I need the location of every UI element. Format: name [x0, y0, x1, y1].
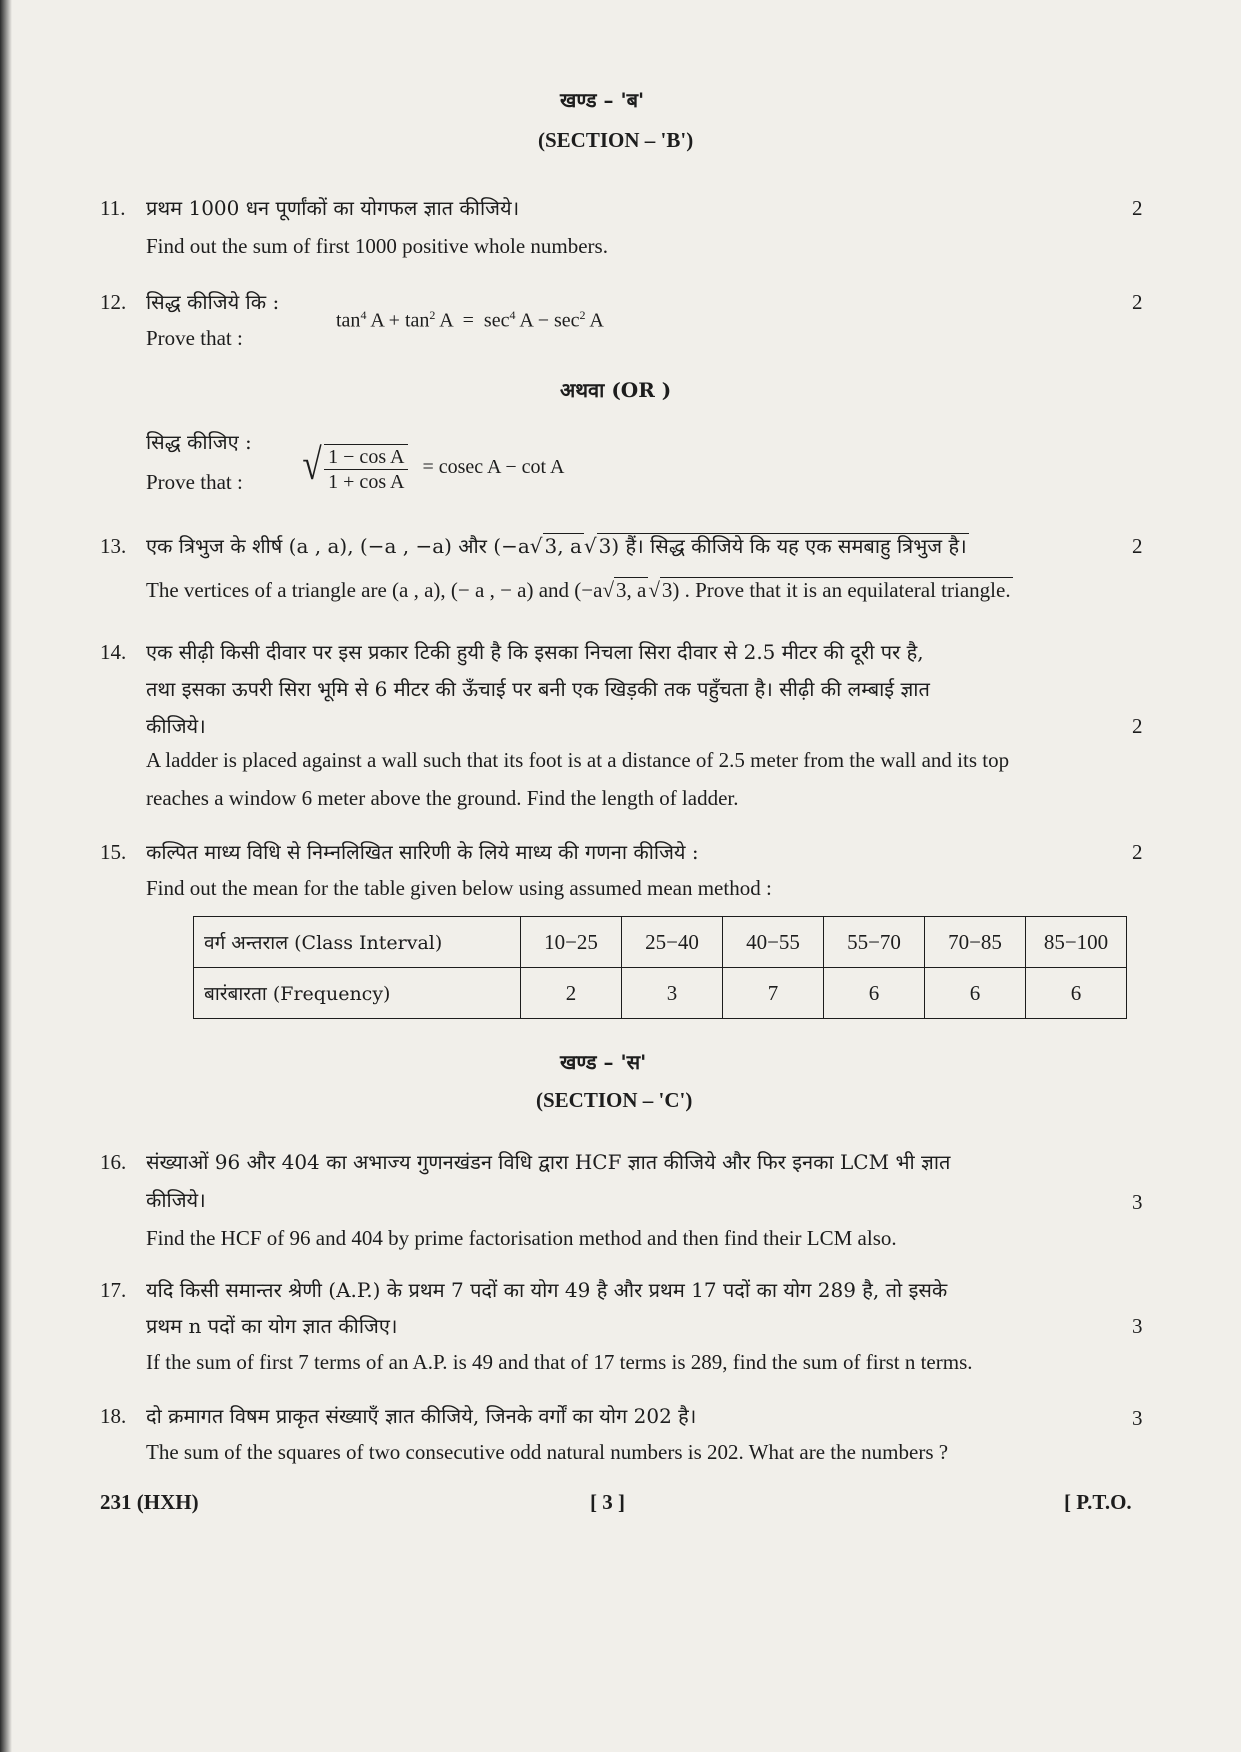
section-c-heading-english: (SECTION – 'C'): [536, 1088, 693, 1112]
q14-hindi-line3: कीजिये।: [146, 714, 206, 738]
q14-hindi-line1: एक सीढ़ी किसी दीवार पर इस प्रकार टिकी हुयी है कि इसका निचला सिरा दीवार से 2.5 मीटर की दूरी पर है,: [146, 640, 924, 664]
q16-hindi-line2: कीजिये।: [146, 1188, 206, 1212]
q11-hindi: प्रथम 1000 धन पूर्णांकों का योगफल ज्ञात कीजिये।: [146, 196, 520, 220]
scan-edge-shadow: [0, 0, 12, 1752]
q14-english-line2: reaches a window 6 meter above the ground. Find the length of ladder.: [146, 786, 739, 810]
q14-marks: 2: [1132, 714, 1143, 738]
table-cell: 85−100: [1026, 917, 1127, 968]
q14-number: 14.: [100, 640, 127, 664]
q11-english: Find out the sum of first 1000 positive whole numbers.: [146, 234, 608, 258]
q17-hindi-line2: प्रथम n पदों का योग ज्ञात कीजिए।: [146, 1314, 398, 1338]
q12-or-label: अथवा (OR ): [560, 378, 672, 402]
section-c-heading-hindi: खण्ड – 'स': [560, 1050, 647, 1074]
table-cell: 6: [925, 968, 1026, 1019]
q15-number: 15.: [100, 840, 127, 864]
table-header-class-interval: वर्ग अन्तराल (Class Interval): [194, 917, 521, 968]
footer-page-number: [ 3 ]: [590, 1490, 625, 1514]
q12-equation: $\tan^4 A + \tan^2 A = \sec^4 A - \sec^2 A$: [336, 308, 604, 332]
q18-english: The sum of the squares of two consecutive odd natural numbers is 202. What are the numbers ?: [146, 1440, 949, 1464]
table-cell: 40−55: [723, 917, 824, 968]
q12-alt-hindi: सिद्ध कीजिए :: [146, 430, 252, 454]
q16-english: Find the HCF of 96 and 404 by prime factorisation method and then find their LCM also.: [146, 1226, 897, 1250]
q16-hindi-line1: संख्याओं 96 और 404 का अभाज्य गुणनखंडन विधि द्वारा HCF ज्ञात कीजिये और फिर इनका LCM भी ज्ञात: [146, 1150, 951, 1174]
q12-hindi: सिद्ध कीजिये कि :: [146, 290, 280, 314]
q12-marks: 2: [1132, 290, 1143, 314]
frequency-table: [193, 916, 1127, 1019]
table-row-frequency: [194, 968, 1127, 1019]
table-cell: 25−40: [622, 917, 723, 968]
table-cell: 2: [521, 968, 622, 1019]
table-cell: 7: [723, 968, 824, 1019]
q13-marks: 2: [1132, 534, 1143, 558]
table-cell: 6: [824, 968, 925, 1019]
q15-marks: 2: [1132, 840, 1143, 864]
q12-number: 12.: [100, 290, 127, 314]
table-cell: 3: [622, 968, 723, 1019]
q15-english: Find out the mean for the table given below using assumed mean method :: [146, 876, 772, 900]
table-cell: 10−25: [521, 917, 622, 968]
q17-english: If the sum of first 7 terms of an A.P. is 49 and that of 17 terms is 289, find the sum of first n terms.: [146, 1350, 973, 1374]
table-cell: 70−85: [925, 917, 1026, 968]
q14-english-line1: A ladder is placed against a wall such that its foot is at a distance of 2.5 meter from the wall and its top: [146, 748, 1010, 772]
q14-hindi-line2: तथा इसका ऊपरी सिरा भूमि से 6 मीटर की ऊँचाई पर बनी एक खिड़की तक पहुँचता है। सीढ़ी की लम्बाई ज्ञात: [146, 677, 930, 701]
q17-marks: 3: [1132, 1314, 1143, 1338]
footer-pto: [ P.T.O.: [1064, 1490, 1132, 1514]
fraction-denominator: 1 + cos A: [328, 471, 405, 493]
q17-number: 17.: [100, 1278, 127, 1302]
table-cell: 6: [1026, 968, 1127, 1019]
q12-english: Prove that :: [146, 326, 243, 350]
q16-marks: 3: [1132, 1190, 1143, 1214]
q17-hindi-line1: यदि किसी समान्तर श्रेणी (A.P.) के प्रथम 7 पदों का योग 49 है और प्रथम 17 पदों का योग 289 है, तो इसके: [146, 1278, 948, 1302]
q13-number: 13.: [100, 534, 127, 558]
square-root-expression: √ $\frac{\text{1 − cos A}}{\text{1 + cos A}}$: [300, 440, 408, 494]
q12-alt-english: Prove that :: [146, 470, 243, 494]
q18-marks: 3: [1132, 1406, 1143, 1430]
fraction-numerator: 1 − cos A: [324, 445, 408, 470]
q11-number: 11.: [100, 196, 126, 220]
section-b-heading-english: (SECTION – 'B'): [538, 128, 694, 152]
q18-number: 18.: [100, 1404, 127, 1428]
section-b-heading-hindi: खण्ड – 'ब': [560, 88, 645, 112]
q13-english: The vertices of a triangle are (a , a), (− a , − a) and (−a√3, a√3) . Prove that it is an equilateral triangle.: [146, 578, 1011, 602]
q15-hindi: कल्पित माध्य विधि से निम्नलिखित सारिणी के लिये माध्य की गणना कीजिये :: [146, 840, 699, 864]
footer-paper-code: 231 (HXH): [100, 1490, 199, 1514]
q18-hindi: दो क्रमागत विषम प्राकृत संख्याएँ ज्ञात कीजिये, जिनके वर्गों का योग 202 है।: [146, 1404, 697, 1428]
q16-number: 16.: [100, 1150, 127, 1174]
q11-marks: 2: [1132, 196, 1143, 220]
table-row-class-interval: [194, 917, 1127, 968]
q12-alt-rhs: = cosec A − cot A: [422, 455, 565, 478]
q13-hindi: एक त्रिभुज के शीर्ष (a , a), (−a , −a) और (−a√ 3, a √ 3) हैं। सिद्ध कीजिये कि यह एक समबाहु त्रिभुज है।: [146, 534, 967, 558]
q12-alt-equation: [300, 440, 564, 494]
table-cell: 55−70: [824, 917, 925, 968]
table-header-frequency: बारंबारता (Frequency): [194, 968, 521, 1019]
